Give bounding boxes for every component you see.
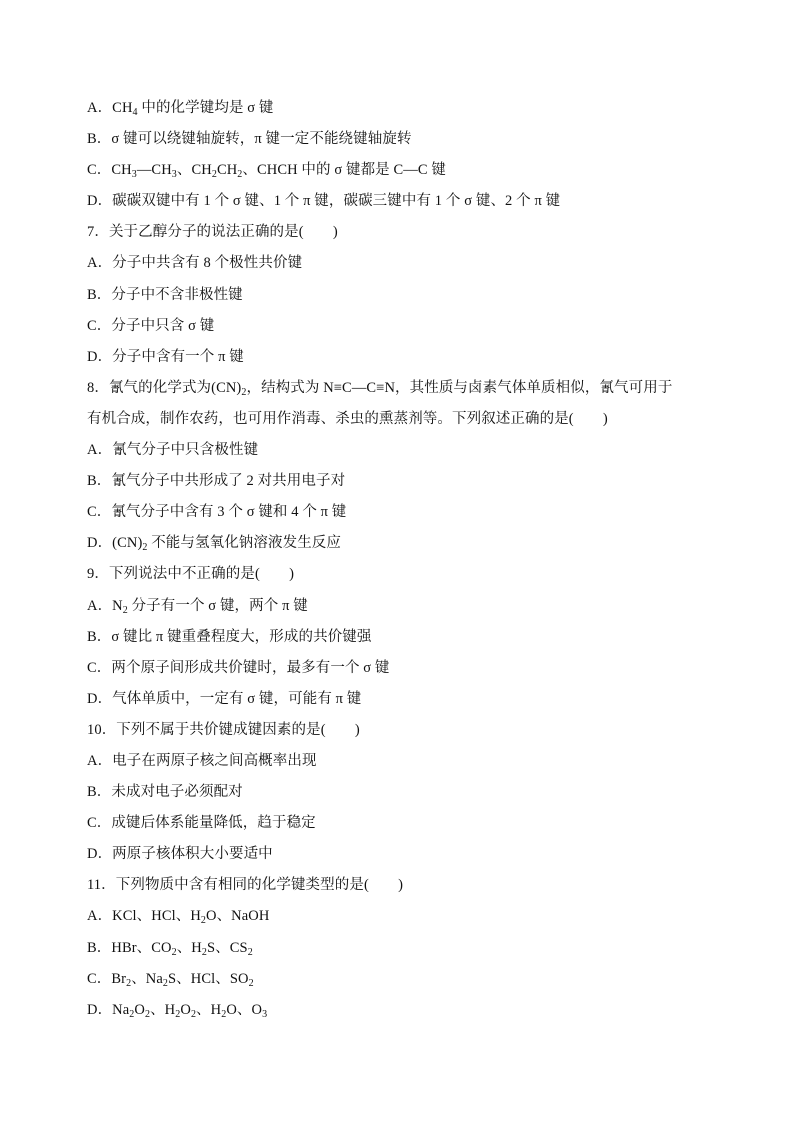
question-11-option-a: A．KCl、HCl、$H_2O$、NaOH	[87, 908, 270, 927]
question-8-stem: 8．氰气的化学式为$(CN)_2$，结构式为 N≡C—C≡N，其性质与卤素气体单质相似，氰气可用于	[87, 379, 673, 398]
question-6-option-c: C．$CH_3—CH_3$、$CH_2CH_2$、CHCH 中的 σ 键都是 C—C 键	[87, 162, 446, 181]
question-10-option-a: A．电子在两原子核之间高概率出现	[87, 752, 317, 769]
question-7-option-c: C．分子中只含 σ 键	[87, 317, 215, 334]
question-9-option-c: C．两个原子间形成共价键时，最多有一个 σ 键	[87, 659, 390, 676]
question-10-stem: 10．下列不属于共价键成键因素的是( )	[87, 721, 360, 738]
document-body	[87, 93, 727, 1026]
question-9-option-d: D．气体单质中，一定有 σ 键，可能有 π 键	[87, 690, 362, 707]
question-11-option-c: C．$Br_2$、$Na_2S$、HCl、$SO_2$	[87, 970, 254, 989]
question-7-stem: 7．关于乙醇分子的说法正确的是( )	[87, 224, 338, 241]
question-6-option-b: B．σ 键可以绕键轴旋转，π 键一定不能绕键轴旋转	[87, 131, 412, 148]
question-9-option-a: A．$N_2$ 分子有一个 σ 键，两个 π 键	[87, 597, 308, 616]
question-11-option-b: B．HBr、$CO_2$、$H_2S$、$CS_2$	[87, 939, 253, 958]
question-6-option-a: A．$CH_4$ 中的化学键均是 σ 键	[87, 100, 274, 118]
question-8-option-d: D．$(CN)_2$ 不能与氢氧化钠溶液发生反应	[87, 535, 342, 554]
question-10-option-c: C．成键后体系能量降低，趋于稳定	[87, 815, 316, 832]
question-6-option-d: D．碳碳双键中有 1 个 σ 键、1 个 π 键，碳碳三键中有 1 个 σ 键、2 个 π 键	[87, 193, 561, 210]
question-10-option-b: B．未成对电子必须配对	[87, 784, 243, 801]
question-7-option-a: A．分子中共含有 8 个极性共价键	[87, 255, 303, 272]
question-11-stem: 11．下列物质中含有相同的化学键类型的是( )	[87, 877, 404, 894]
question-9-option-b: B．σ 键比 π 键重叠程度大，形成的共价键强	[87, 628, 372, 645]
question-8-option-c: C．氰气分子中含有 3 个 σ 键和 4 个 π 键	[87, 504, 347, 521]
question-10-option-d: D．两原子核体积大小要适中	[87, 846, 273, 863]
question-8-option-a: A．氰气分子中只含极性键	[87, 442, 259, 459]
question-7-option-b: B．分子中不含非极性键	[87, 286, 243, 303]
question-7-option-d: D．分子中含有一个 π 键	[87, 348, 244, 365]
question-8-stem-continued: 有机合成，制作农药，也可用作消毒、杀虫的熏蒸剂等。下列叙述正确的是( )	[87, 410, 608, 427]
question-9-stem: 9．下列说法中不正确的是( )	[87, 566, 295, 583]
question-11-option-d: D．$Na_2O_2$、$H_2O_2$、$H_2O$、$O_3$	[87, 1001, 268, 1020]
question-8-option-b: B．氰气分子中共形成了 2 对共用电子对	[87, 473, 346, 490]
